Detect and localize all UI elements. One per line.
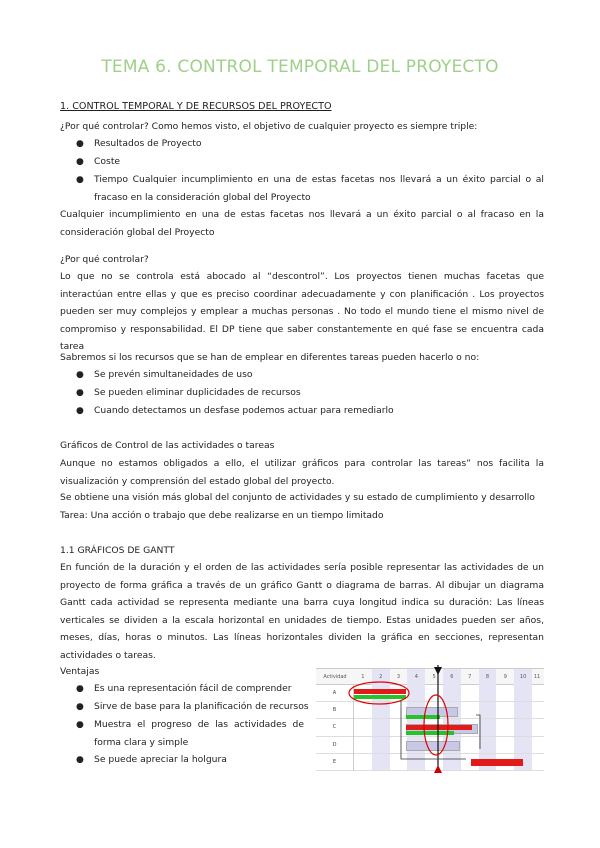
paragraph: Tarea: Una acción o trabajo que debe realizarse en un tiempo limitado bbox=[60, 510, 384, 521]
gantt-row-label: D bbox=[316, 737, 354, 754]
paragraph: ¿Por qué controlar? bbox=[60, 254, 149, 265]
list-item: Cuando detectamos un desfase podemos actuar para remediarlo bbox=[94, 405, 394, 416]
paragraph: En función de la duración y el orden de las actividades sería posible representar las actividades de un proyecto de forma gráfica a través de un gráfico Gantt o diagrama de barras. Al dibujar un diagrama Gantt cada actividad se representa mediante una barra cuya longitud indica su duración: Las líneas verticales se dividen a la escala horizontal en unidades de tiempo. Estas unidades pueden ser años, meses, días, horas o minutos. Las líneas horizontales dividen la gráfica en secciones, representan actividades o tareas. bbox=[60, 562, 544, 661]
bullet-icon: ● bbox=[76, 720, 84, 730]
list-item: Sirve de base para la planificación de recursos bbox=[94, 701, 309, 712]
gantt-tick: 10 bbox=[514, 669, 532, 686]
list-item: Se prevén simultaneidades de uso bbox=[94, 369, 253, 380]
paragraph: Sabremos si los recursos que se han de emplear en diferentes tareas pueden hacerlo o no: bbox=[60, 352, 480, 363]
paragraph: Se obtiene una visión más global del conjunto de actividades y su estado de cumplimiento y desarrollo bbox=[60, 492, 535, 503]
gantt-row-label: A bbox=[316, 685, 354, 702]
list-item: Es una representación fácil de comprender bbox=[94, 683, 292, 694]
gantt-tick: 9 bbox=[503, 674, 507, 680]
paragraph-intro: ¿Por qué controlar? Como hemos visto, el objetivo de cualquier proyecto es siempre triple: bbox=[60, 121, 478, 132]
bullet-icon: ● bbox=[76, 370, 84, 380]
list-item: Se puede apreciar la holgura bbox=[94, 754, 227, 765]
gantt-chart bbox=[316, 663, 544, 775]
gantt-tick: 4 bbox=[407, 669, 425, 686]
section-heading-1-1: 1.1 GRÁFICOS DE GANTT bbox=[60, 545, 175, 556]
bullet-icon: ● bbox=[76, 406, 84, 416]
bullet-icon: ● bbox=[76, 388, 84, 398]
list-item: Resultados de Proyecto bbox=[94, 138, 202, 149]
gantt-row-label: C bbox=[316, 719, 354, 736]
gantt-tick: 1 bbox=[361, 674, 365, 680]
gantt-tick: 5 bbox=[432, 674, 436, 680]
bullet-icon: ● bbox=[76, 175, 84, 185]
gantt-tick: 6 bbox=[443, 669, 461, 686]
gantt-tick: 11 bbox=[533, 674, 541, 680]
gantt-tick: 3 bbox=[396, 674, 401, 680]
bullet-icon: ● bbox=[76, 684, 84, 694]
page-title: TEMA 6. CONTROL TEMPORAL DEL PROYECTO bbox=[101, 57, 499, 77]
list-item: Coste bbox=[94, 156, 121, 167]
gantt-tick: 8 bbox=[479, 669, 497, 686]
bullet-icon: ● bbox=[76, 139, 84, 149]
list-item: Tiempo Cualquier incumplimiento en una de estas facetas nos llevará a un éxito parcial o al fracaso en la consideración global del Proyecto bbox=[94, 174, 544, 203]
gantt-row-label: B bbox=[316, 702, 354, 719]
gantt-row-label: E bbox=[316, 754, 354, 771]
bullet-icon: ● bbox=[76, 702, 84, 712]
paragraph: Gráficos de Control de las actividades o tareas bbox=[60, 440, 275, 451]
paragraph: Lo que no se controla está abocado al “descontrol”. Los proyectos tienen muchas facetas que interactúan entre ellas y que es preciso coordinar adecuadamente y con planificación . Los proyectos pueden ser muy complejos y emplear a muchas personas . No todo el mundo tiene el mismo nivel de compromiso y responsabilidad. El DP tiene que saber constantemente en qué fase se encuentra cada tarea bbox=[60, 271, 544, 353]
gantt-tick: 7 bbox=[468, 674, 472, 680]
bullet-icon: ● bbox=[76, 157, 84, 167]
ventajas-label: Ventajas bbox=[60, 666, 100, 677]
list-item: Muestra el progreso de las actividades de forma clara y simple bbox=[94, 719, 304, 748]
gantt-annotations bbox=[316, 663, 544, 775]
gantt-header-label: Actividad bbox=[323, 674, 347, 680]
paragraph: Cualquier incumplimiento en una de estas facetas nos llevará a un éxito parcial o al fracaso en la consideración global del Proyecto bbox=[60, 209, 544, 238]
list-item: Se pueden eliminar duplicidades de recursos bbox=[94, 387, 301, 398]
gantt-tick: 2 bbox=[372, 669, 390, 686]
paragraph: Aunque no estamos obligados a ello, el utilizar gráficos para controlar las tareas” nos facilita la visualización y comprensión del estado global del proyecto. bbox=[60, 458, 544, 487]
section-heading-1: 1. CONTROL TEMPORAL Y DE RECURSOS DEL PROYECTO bbox=[60, 101, 332, 112]
bullet-icon: ● bbox=[76, 755, 84, 765]
